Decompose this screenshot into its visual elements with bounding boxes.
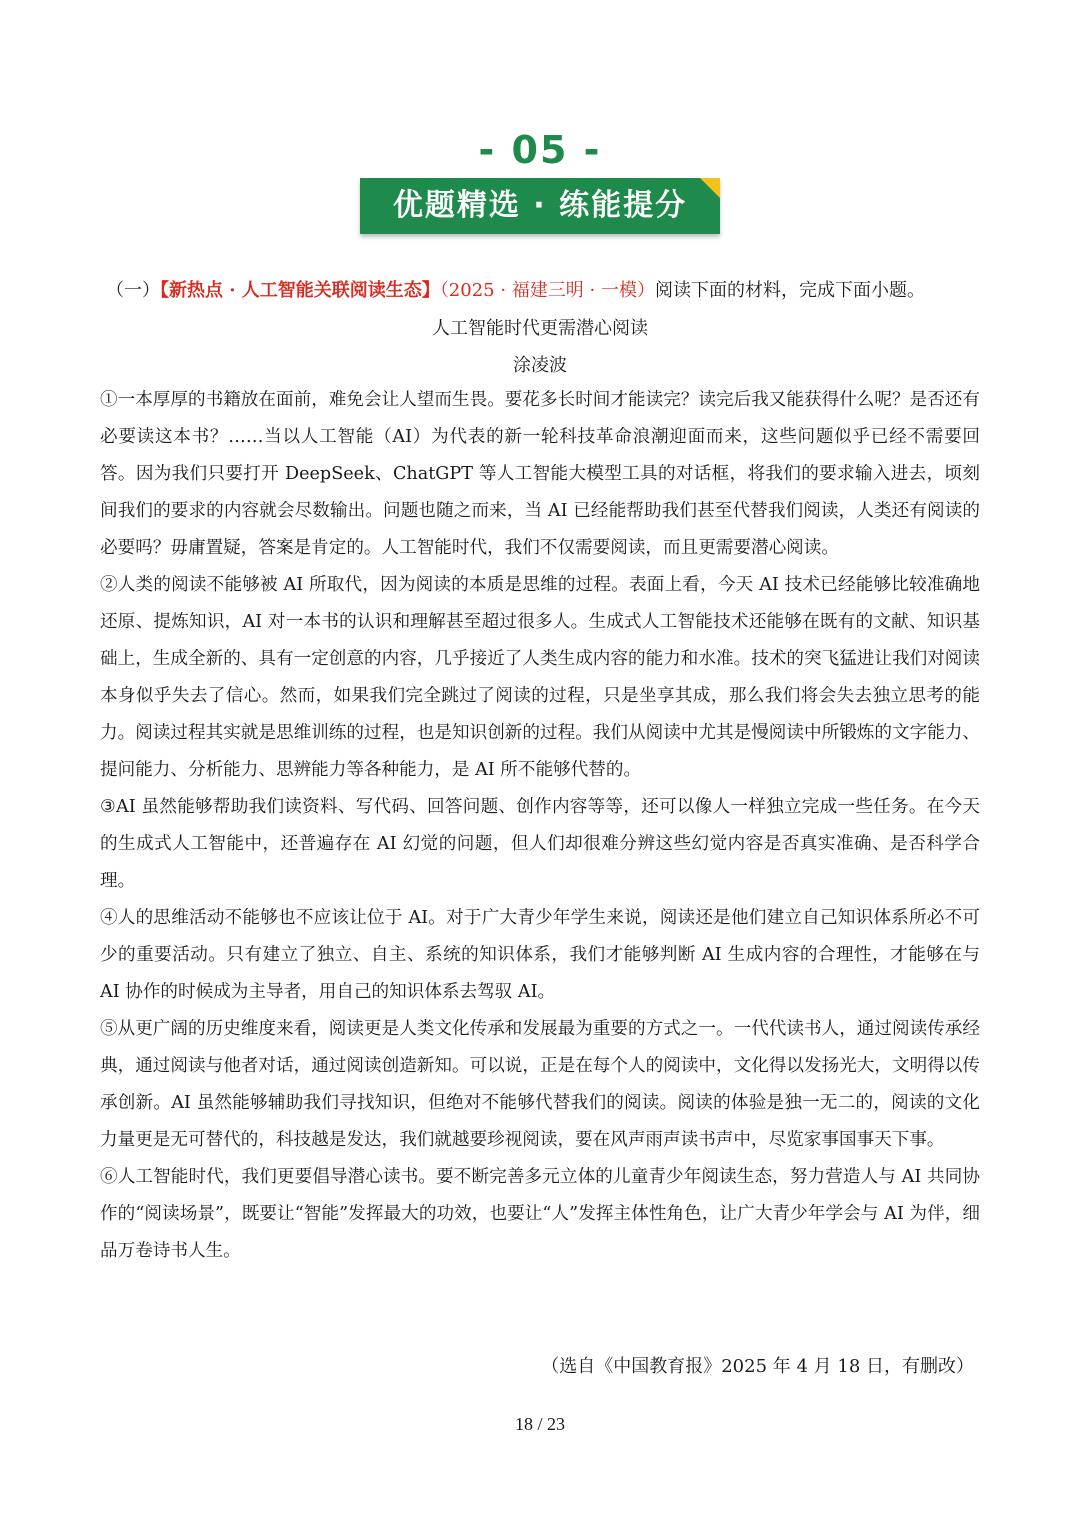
section-number: - 05 - xyxy=(478,128,602,172)
paragraph-5: ⑤从更广阔的历史维度来看，阅读更是人类文化传承和发展最为重要的方式之一。一代代读书人，通过阅读传承经典，通过阅读与他者对话，通过阅读创造新知。可以说，正是在每个人的阅读中，文化得以发扬光大，文明得以传承创新。AI 虽然能够辅助我们寻找知识，但绝对不能够代替我们的阅读。阅读的体验是独一无二的，阅读的文化力量更是无可替代的，科技越是发达，我们就越要珍视阅读，要在风声雨声读书声中，尽览家事国事天下事。 xyxy=(100,1019,980,1150)
question-topic: 【新热点 · 人工智能关联阅读生态】 xyxy=(160,280,440,301)
paragraph-3: ③AI 虽然能够帮助我们读资料、写代码、回答问题、创作内容等等，还可以像人一样独立完成一些任务。在今天的生成式人工智能中，还普遍存在 AI 幻觉的问题，但人们却很难分辨这些幻觉内容是否真实准确、是否科学合理。 xyxy=(100,797,980,891)
paragraph-6: ⑥人工智能时代，我们更要倡导潜心读书。要不断完善多元立体的儿童青少年阅读生态，努力营造人与 AI 共同协作的“阅读场景”，既要让“智能”发挥最大的功效，也要让“人”发挥主体性角色，让广大青少年学会与 AI 为伴，细品万卷诗书人生。 xyxy=(100,1167,980,1261)
section-banner xyxy=(360,178,720,234)
question-source: （2025 · 福建三明 · 一模） xyxy=(439,280,655,301)
paragraph-2: ②人类的阅读不能够被 AI 所取代，因为阅读的本质是思维的过程。表面上看，今天 AI 技术已经能够比较准确地还原、提炼知识，AI 对一本书的认识和理解甚至超过很多人。生成式人工智能技术还能够在既有的文献、知识基础上，生成全新的、具有一定创意的内容，几乎接近了人类生成内容的能力和水准。技术的突飞猛进让我们对阅读本身似乎失去了信心。然而，如果我们完全跳过了阅读的过程，只是坐享其成，那么我们将会失去独立思考的能力。阅读过程其实就是思维训练的过程，也是知识创新的过程。我们从阅读中尤其是慢阅读中所锻炼的文字能力、提问能力、分析能力、思辨能力等各种能力，是 AI 所不能够代替的。 xyxy=(100,575,980,780)
paragraph-1: ①一本厚厚的书籍放在面前，难免会让人望而生畏。要花多长时间才能读完？读完后我又能获得什么呢？是否还有必要读这本书？……当以人工智能（AI）为代表的新一轮科技革命浪潮迎面而来，这些问题似乎已经不需要回答。因为我们只要打开 DeepSeek、ChatGPT 等人工智能大模型工具的对话框，将我们的要求输入进去，顷刻间我们的要求的内容就会尽数输出。问题也随之而来，当 AI 已经能帮助我们甚至代替我们阅读，人类还有阅读的必要吗？毋庸置疑，答案是肯定的。人工智能时代，我们不仅需要阅读，而且更需要潜心阅读。 xyxy=(100,390,980,558)
article-title: 人工智能时代更需潜心阅读 xyxy=(432,318,648,339)
page-number: 18 / 23 xyxy=(514,1414,565,1434)
article-source: （选自《中国教育报》2025 年 4 月 18 日，有删改） xyxy=(541,1356,974,1377)
paragraph-4: ④人的思维活动不能够也不应该让位于 AI。对于广大青少年学生来说，阅读还是他们建立自己知识体系所必不可少的重要活动。只有建立了独立、自主、系统的知识体系，我们才能够判断 AI 生成内容的合理性，才能够在与 AI 协作的时候成为主导者，用自己的知识体系去驾驭 AI。 xyxy=(100,908,980,1002)
question-instruction: 阅读下面的材料，完成下面小题。 xyxy=(654,280,925,301)
banner-title: 优题精选 · 练能提分 xyxy=(392,188,688,223)
article-body xyxy=(100,382,980,1270)
question-heading xyxy=(106,276,986,302)
banner-corner-decoration xyxy=(700,178,720,198)
article-author: 涂凌波 xyxy=(513,355,567,376)
question-index: （一） xyxy=(106,280,160,301)
